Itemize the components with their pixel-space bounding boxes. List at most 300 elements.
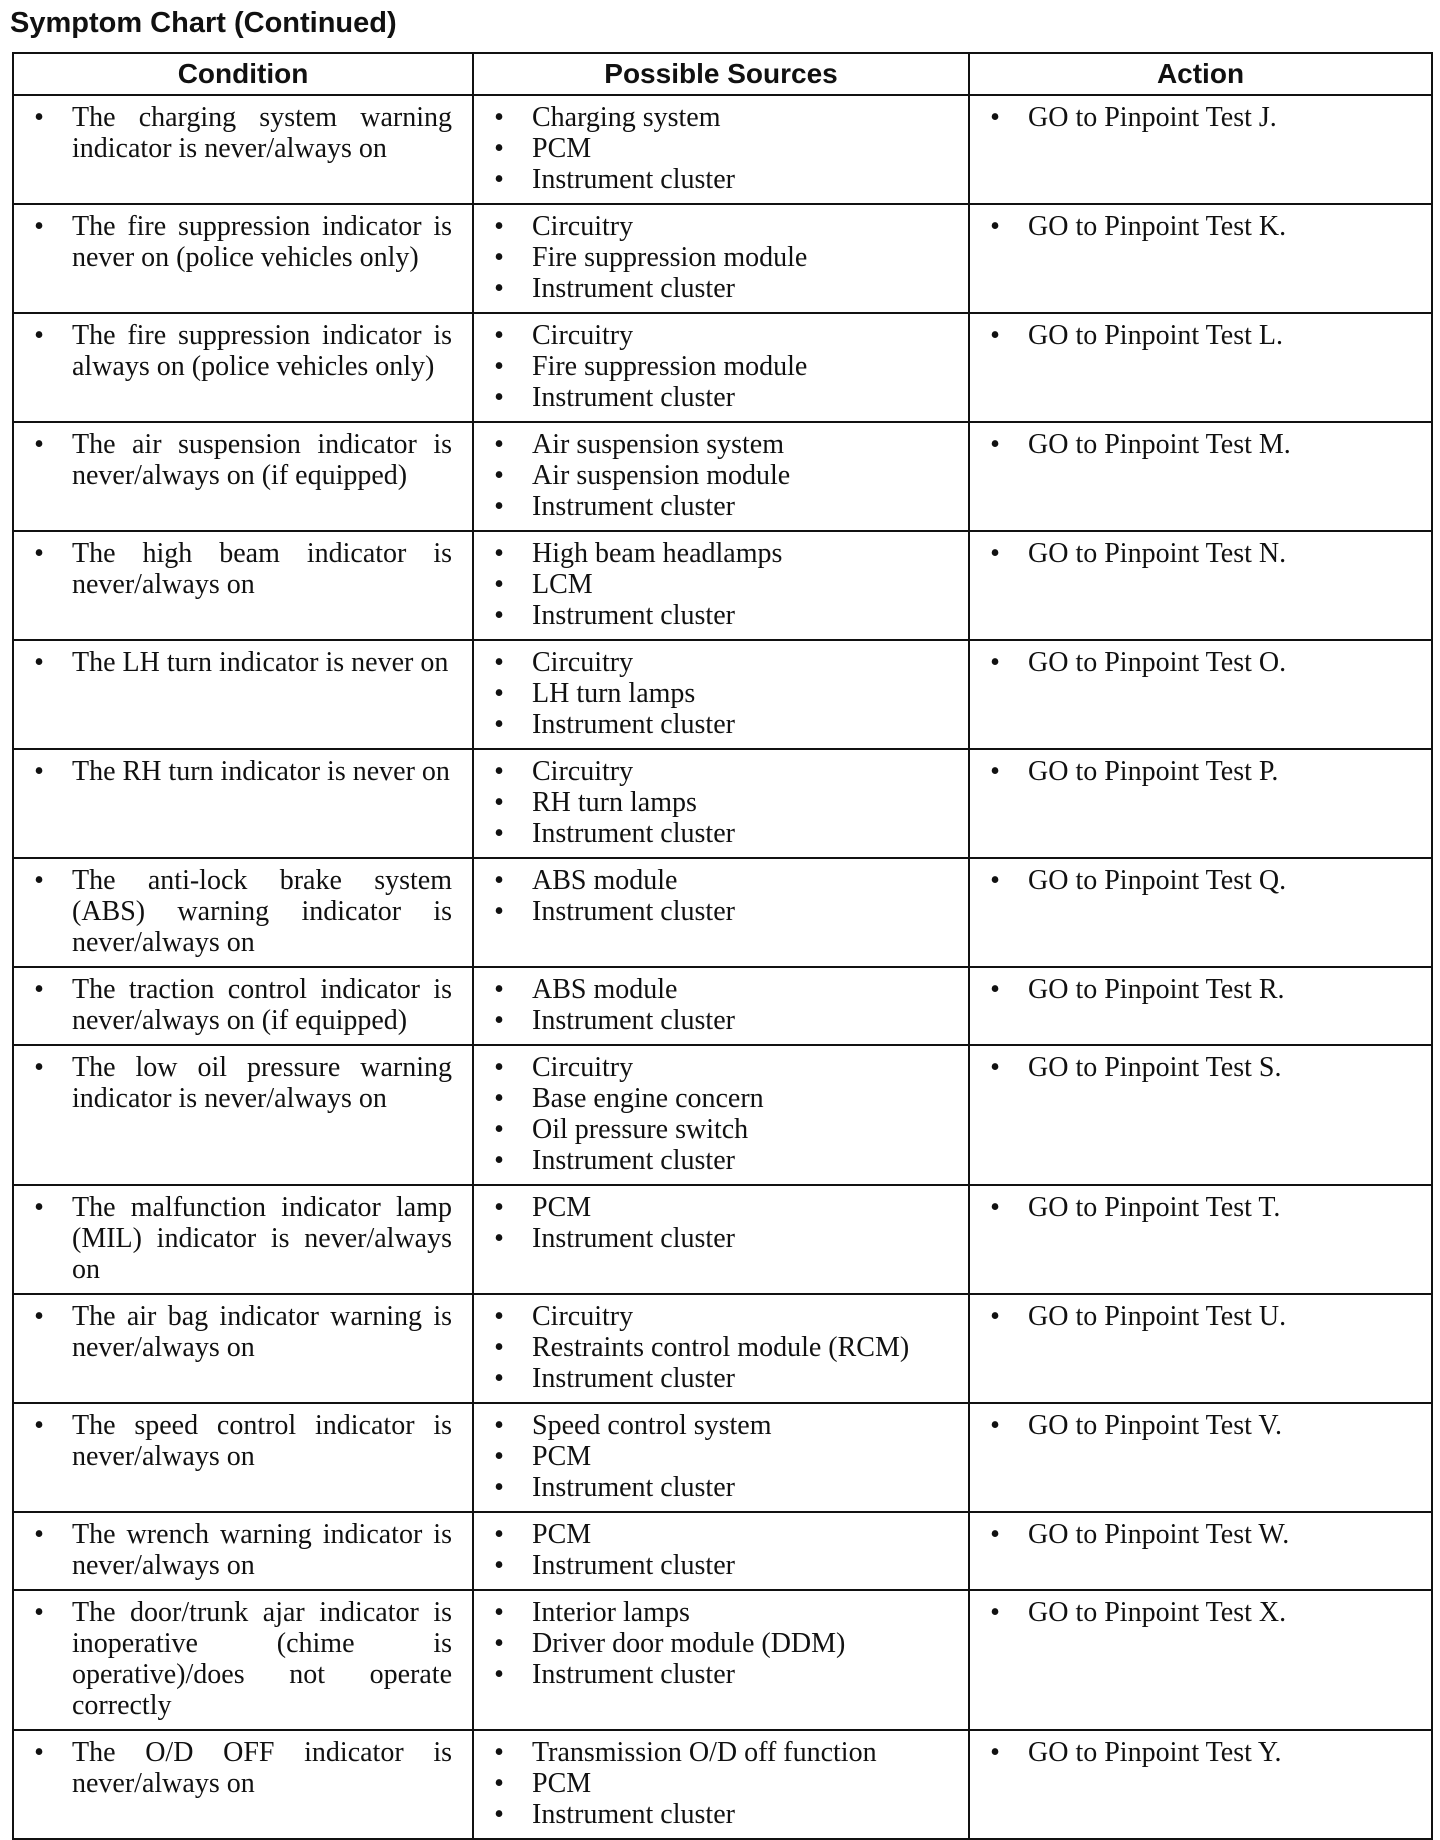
condition-list	[22, 102, 464, 164]
condition-list	[22, 1301, 464, 1363]
bullet-icon: •	[990, 1192, 1000, 1223]
condition-cell	[13, 313, 473, 422]
source-item	[482, 678, 960, 709]
condition-text: The wrench warning indicator is never/always on	[72, 1519, 452, 1581]
bullet-icon: •	[494, 678, 504, 709]
condition-item	[22, 647, 464, 678]
action-cell	[969, 95, 1432, 204]
bullet-icon: •	[494, 756, 504, 787]
source-list	[482, 756, 960, 849]
bullet-icon: •	[494, 382, 504, 413]
possible-sources-cell	[473, 858, 969, 967]
bullet-icon: •	[990, 1052, 1000, 1083]
source-item	[482, 1737, 960, 1768]
action-list	[978, 1052, 1423, 1083]
source-item	[482, 1052, 960, 1083]
condition-text: The LH turn indicator is never on	[72, 647, 449, 678]
source-list	[482, 1410, 960, 1503]
source-text: ABS module	[532, 865, 678, 896]
bullet-icon: •	[494, 1441, 504, 1472]
bullet-icon: •	[494, 974, 504, 1005]
action-text: GO to Pinpoint Test Y.	[1028, 1737, 1282, 1768]
condition-cell	[13, 640, 473, 749]
source-item	[482, 382, 960, 413]
bullet-icon: •	[494, 429, 504, 460]
condition-cell	[13, 422, 473, 531]
source-item	[482, 164, 960, 195]
condition-list	[22, 429, 464, 491]
condition-cell	[13, 858, 473, 967]
table-row	[13, 1590, 1432, 1730]
source-item	[482, 1597, 960, 1628]
source-text: Circuitry	[532, 1301, 634, 1332]
source-item	[482, 1550, 960, 1581]
action-item	[978, 1052, 1423, 1083]
condition-item	[22, 1597, 464, 1721]
source-list	[482, 1519, 960, 1581]
action-text: GO to Pinpoint Test J.	[1028, 102, 1277, 133]
bullet-icon: •	[990, 429, 1000, 460]
source-item	[482, 709, 960, 740]
action-list	[978, 974, 1423, 1005]
possible-sources-cell	[473, 95, 969, 204]
source-text: PCM	[532, 133, 592, 164]
possible-sources-cell	[473, 749, 969, 858]
table-row	[13, 1403, 1432, 1512]
source-item	[482, 787, 960, 818]
source-text: Instrument cluster	[532, 1799, 735, 1830]
condition-list	[22, 1519, 464, 1581]
source-text: PCM	[532, 1441, 592, 1472]
source-text: Instrument cluster	[532, 600, 735, 631]
condition-item	[22, 538, 464, 600]
source-list	[482, 429, 960, 522]
action-cell	[969, 204, 1432, 313]
bullet-icon: •	[494, 1659, 504, 1690]
bullet-icon: •	[990, 320, 1000, 351]
condition-item	[22, 1192, 464, 1285]
possible-sources-cell	[473, 1294, 969, 1403]
action-item	[978, 1597, 1423, 1628]
bullet-icon: •	[34, 865, 44, 896]
bullet-icon: •	[990, 102, 1000, 133]
table-row	[13, 313, 1432, 422]
bullet-icon: •	[34, 320, 44, 351]
condition-item	[22, 1301, 464, 1363]
action-text: GO to Pinpoint Test M.	[1028, 429, 1291, 460]
condition-text: The anti-lock brake system (ABS) warning indicator is never/always on	[72, 865, 452, 958]
table-row	[13, 749, 1432, 858]
bullet-icon: •	[494, 1628, 504, 1659]
source-text: Instrument cluster	[532, 491, 735, 522]
action-cell	[969, 967, 1432, 1045]
condition-item	[22, 1410, 464, 1472]
action-list	[978, 102, 1423, 133]
bullet-icon: •	[34, 1301, 44, 1332]
bullet-icon: •	[494, 1472, 504, 1503]
source-text: RH turn lamps	[532, 787, 697, 818]
action-text: GO to Pinpoint Test S.	[1028, 1052, 1282, 1083]
source-item	[482, 320, 960, 351]
condition-text: The RH turn indicator is never on	[72, 756, 450, 787]
source-text: Instrument cluster	[532, 896, 735, 927]
source-item	[482, 1472, 960, 1503]
bullet-icon: •	[990, 1301, 1000, 1332]
source-list	[482, 102, 960, 195]
bullet-icon: •	[494, 102, 504, 133]
bullet-icon: •	[494, 211, 504, 242]
condition-item	[22, 1052, 464, 1114]
table-row	[13, 1185, 1432, 1294]
bullet-icon: •	[34, 756, 44, 787]
bullet-icon: •	[494, 273, 504, 304]
action-list	[978, 1519, 1423, 1550]
bullet-icon: •	[494, 1301, 504, 1332]
source-text: Circuitry	[532, 1052, 634, 1083]
table-row	[13, 1045, 1432, 1185]
bullet-icon: •	[990, 1737, 1000, 1768]
action-cell	[969, 1045, 1432, 1185]
header-action: Action	[969, 53, 1432, 95]
source-text: Base engine concern	[532, 1083, 764, 1114]
bullet-icon: •	[34, 1597, 44, 1628]
possible-sources-cell	[473, 1512, 969, 1590]
condition-item	[22, 865, 464, 958]
bullet-icon: •	[494, 1052, 504, 1083]
action-text: GO to Pinpoint Test O.	[1028, 647, 1287, 678]
action-list	[978, 538, 1423, 569]
condition-cell	[13, 1294, 473, 1403]
action-list	[978, 1737, 1423, 1768]
condition-text: The door/trunk ajar indicator is inoperative (chime is operative)/does not operate correctly	[72, 1597, 452, 1721]
source-text: Circuitry	[532, 320, 634, 351]
bullet-icon: •	[494, 133, 504, 164]
source-item	[482, 273, 960, 304]
source-text: High beam headlamps	[532, 538, 783, 569]
source-text: Charging system	[532, 102, 721, 133]
possible-sources-cell	[473, 640, 969, 749]
source-text: Circuitry	[532, 756, 634, 787]
action-list	[978, 865, 1423, 896]
action-list	[978, 320, 1423, 351]
action-cell	[969, 858, 1432, 967]
source-list	[482, 647, 960, 740]
source-text: Oil pressure switch	[532, 1114, 749, 1145]
source-item	[482, 896, 960, 927]
condition-text: The fire suppression indicator is never on (police vehicles only)	[72, 211, 452, 273]
condition-item	[22, 1737, 464, 1799]
bullet-icon: •	[494, 1332, 504, 1363]
action-cell	[969, 422, 1432, 531]
source-text: Circuitry	[532, 647, 634, 678]
condition-list	[22, 320, 464, 382]
action-cell	[969, 1294, 1432, 1403]
source-text: LCM	[532, 569, 593, 600]
action-item	[978, 1192, 1423, 1223]
condition-list	[22, 1737, 464, 1799]
action-item	[978, 320, 1423, 351]
source-text: PCM	[532, 1192, 592, 1223]
source-item	[482, 242, 960, 273]
bullet-icon: •	[494, 538, 504, 569]
source-text: PCM	[532, 1519, 592, 1550]
bullet-icon: •	[494, 1005, 504, 1036]
source-item	[482, 818, 960, 849]
action-cell	[969, 1403, 1432, 1512]
action-text: GO to Pinpoint Test P.	[1028, 756, 1279, 787]
action-text: GO to Pinpoint Test Q.	[1028, 865, 1287, 896]
bullet-icon: •	[34, 1410, 44, 1441]
source-text: Instrument cluster	[532, 818, 735, 849]
table-row	[13, 967, 1432, 1045]
action-cell	[969, 1512, 1432, 1590]
bullet-icon: •	[494, 1192, 504, 1223]
table-row	[13, 422, 1432, 531]
bullet-icon: •	[990, 211, 1000, 242]
action-text: GO to Pinpoint Test K.	[1028, 211, 1287, 242]
source-item	[482, 1114, 960, 1145]
bullet-icon: •	[494, 164, 504, 195]
source-list	[482, 1301, 960, 1394]
source-text: Instrument cluster	[532, 709, 735, 740]
bullet-icon: •	[494, 320, 504, 351]
bullet-icon: •	[34, 1737, 44, 1768]
action-list	[978, 1301, 1423, 1332]
action-cell	[969, 1730, 1432, 1839]
source-item	[482, 1083, 960, 1114]
action-cell	[969, 531, 1432, 640]
source-item	[482, 756, 960, 787]
source-list	[482, 1052, 960, 1176]
bullet-icon: •	[34, 974, 44, 1005]
table-row	[13, 204, 1432, 313]
condition-cell	[13, 531, 473, 640]
source-item	[482, 1441, 960, 1472]
condition-cell	[13, 1045, 473, 1185]
action-cell	[969, 1185, 1432, 1294]
source-item	[482, 1192, 960, 1223]
action-text: GO to Pinpoint Test U.	[1028, 1301, 1287, 1332]
possible-sources-cell	[473, 1185, 969, 1294]
action-list	[978, 1192, 1423, 1223]
source-list	[482, 320, 960, 413]
condition-list	[22, 1192, 464, 1285]
bullet-icon: •	[34, 429, 44, 460]
table-row	[13, 858, 1432, 967]
source-item	[482, 351, 960, 382]
source-text: Instrument cluster	[532, 1550, 735, 1581]
bullet-icon: •	[494, 351, 504, 382]
bullet-icon: •	[494, 1223, 504, 1254]
possible-sources-cell	[473, 1403, 969, 1512]
source-text: Instrument cluster	[532, 382, 735, 413]
condition-text: The low oil pressure warning indicator is never/always on	[72, 1052, 452, 1114]
condition-cell	[13, 749, 473, 858]
action-item	[978, 1410, 1423, 1441]
bullet-icon: •	[34, 538, 44, 569]
bullet-icon: •	[990, 1519, 1000, 1550]
action-item	[978, 1301, 1423, 1332]
condition-list	[22, 211, 464, 273]
source-item	[482, 647, 960, 678]
source-text: Transmission O/D off function	[532, 1737, 877, 1768]
condition-list	[22, 1410, 464, 1472]
source-item	[482, 460, 960, 491]
condition-item	[22, 429, 464, 491]
source-text: Air suspension system	[532, 429, 784, 460]
condition-text: The speed control indicator is never/always on	[72, 1410, 452, 1472]
source-item	[482, 1659, 960, 1690]
bullet-icon: •	[494, 647, 504, 678]
source-item	[482, 1628, 960, 1659]
source-text: Interior lamps	[532, 1597, 690, 1628]
condition-text: The air suspension indicator is never/always on (if equipped)	[72, 429, 452, 491]
header-possible-sources: Possible Sources	[473, 53, 969, 95]
bullet-icon: •	[34, 1192, 44, 1223]
source-text: Instrument cluster	[532, 1145, 735, 1176]
table-row	[13, 531, 1432, 640]
bullet-icon: •	[494, 1550, 504, 1581]
bullet-icon: •	[494, 865, 504, 896]
condition-item	[22, 756, 464, 787]
symptom-chart-table	[12, 52, 1433, 1840]
condition-text: The fire suppression indicator is always on (police vehicles only)	[72, 320, 452, 382]
condition-list	[22, 974, 464, 1036]
condition-text: The charging system warning indicator is never/always on	[72, 102, 452, 164]
condition-cell	[13, 967, 473, 1045]
possible-sources-cell	[473, 1730, 969, 1839]
source-list	[482, 974, 960, 1036]
action-cell	[969, 1590, 1432, 1730]
bullet-icon: •	[494, 1799, 504, 1830]
bullet-icon: •	[494, 896, 504, 927]
action-text: GO to Pinpoint Test N.	[1028, 538, 1287, 569]
table-row	[13, 640, 1432, 749]
source-item	[482, 569, 960, 600]
possible-sources-cell	[473, 204, 969, 313]
condition-text: The air bag indicator warning is never/always on	[72, 1301, 452, 1363]
source-text: Fire suppression module	[532, 351, 808, 382]
condition-text: The O/D OFF indicator is never/always on	[72, 1737, 452, 1799]
source-item	[482, 1519, 960, 1550]
table-header-row	[13, 53, 1432, 95]
action-text: GO to Pinpoint Test W.	[1028, 1519, 1290, 1550]
source-text: Instrument cluster	[532, 1005, 735, 1036]
bullet-icon: •	[34, 1519, 44, 1550]
action-item	[978, 1737, 1423, 1768]
condition-list	[22, 1597, 464, 1721]
condition-text: The malfunction indicator lamp (MIL) indicator is never/always on	[72, 1192, 452, 1285]
source-text: Instrument cluster	[532, 273, 735, 304]
source-list	[482, 865, 960, 927]
bullet-icon: •	[494, 1519, 504, 1550]
source-text: Instrument cluster	[532, 1223, 735, 1254]
bullet-icon: •	[494, 569, 504, 600]
source-item	[482, 133, 960, 164]
source-item	[482, 1223, 960, 1254]
action-list	[978, 756, 1423, 787]
bullet-icon: •	[34, 647, 44, 678]
condition-cell	[13, 1730, 473, 1839]
source-text: Instrument cluster	[532, 1363, 735, 1394]
action-list	[978, 211, 1423, 242]
bullet-icon: •	[494, 1363, 504, 1394]
source-item	[482, 1005, 960, 1036]
condition-item	[22, 102, 464, 164]
source-item	[482, 429, 960, 460]
possible-sources-cell	[473, 313, 969, 422]
source-item	[482, 1799, 960, 1830]
source-item	[482, 211, 960, 242]
condition-cell	[13, 1512, 473, 1590]
source-text: PCM	[532, 1768, 592, 1799]
possible-sources-cell	[473, 422, 969, 531]
bullet-icon: •	[494, 1083, 504, 1114]
source-item	[482, 1768, 960, 1799]
source-item	[482, 1363, 960, 1394]
condition-cell	[13, 204, 473, 313]
table-body	[13, 95, 1432, 1839]
source-item	[482, 102, 960, 133]
source-item	[482, 491, 960, 522]
possible-sources-cell	[473, 531, 969, 640]
source-item	[482, 538, 960, 569]
action-cell	[969, 749, 1432, 858]
source-item	[482, 974, 960, 1005]
action-item	[978, 865, 1423, 896]
condition-cell	[13, 95, 473, 204]
possible-sources-cell	[473, 1590, 969, 1730]
bullet-icon: •	[990, 647, 1000, 678]
action-text: GO to Pinpoint Test L.	[1028, 320, 1283, 351]
source-text: Speed control system	[532, 1410, 772, 1441]
possible-sources-cell	[473, 967, 969, 1045]
bullet-icon: •	[494, 600, 504, 631]
bullet-icon: •	[494, 1410, 504, 1441]
source-item	[482, 1301, 960, 1332]
condition-list	[22, 865, 464, 958]
bullet-icon: •	[494, 818, 504, 849]
action-text: GO to Pinpoint Test X.	[1028, 1597, 1287, 1628]
condition-text: The traction control indicator is never/always on (if equipped)	[72, 974, 452, 1036]
condition-list	[22, 1052, 464, 1114]
source-text: ABS module	[532, 974, 678, 1005]
source-list	[482, 1597, 960, 1690]
table-row	[13, 1294, 1432, 1403]
bullet-icon: •	[990, 538, 1000, 569]
action-text: GO to Pinpoint Test R.	[1028, 974, 1285, 1005]
bullet-icon: •	[494, 491, 504, 522]
bullet-icon: •	[34, 1052, 44, 1083]
action-item	[978, 647, 1423, 678]
bullet-icon: •	[990, 756, 1000, 787]
action-list	[978, 647, 1423, 678]
bullet-icon: •	[494, 787, 504, 818]
table-row	[13, 1730, 1432, 1839]
source-text: Instrument cluster	[532, 1659, 735, 1690]
condition-cell	[13, 1403, 473, 1512]
action-item	[978, 1519, 1423, 1550]
action-cell	[969, 313, 1432, 422]
source-list	[482, 1192, 960, 1254]
condition-item	[22, 1519, 464, 1581]
source-item	[482, 1410, 960, 1441]
source-item	[482, 1145, 960, 1176]
bullet-icon: •	[494, 1768, 504, 1799]
condition-cell	[13, 1590, 473, 1730]
condition-item	[22, 320, 464, 382]
action-cell	[969, 640, 1432, 749]
